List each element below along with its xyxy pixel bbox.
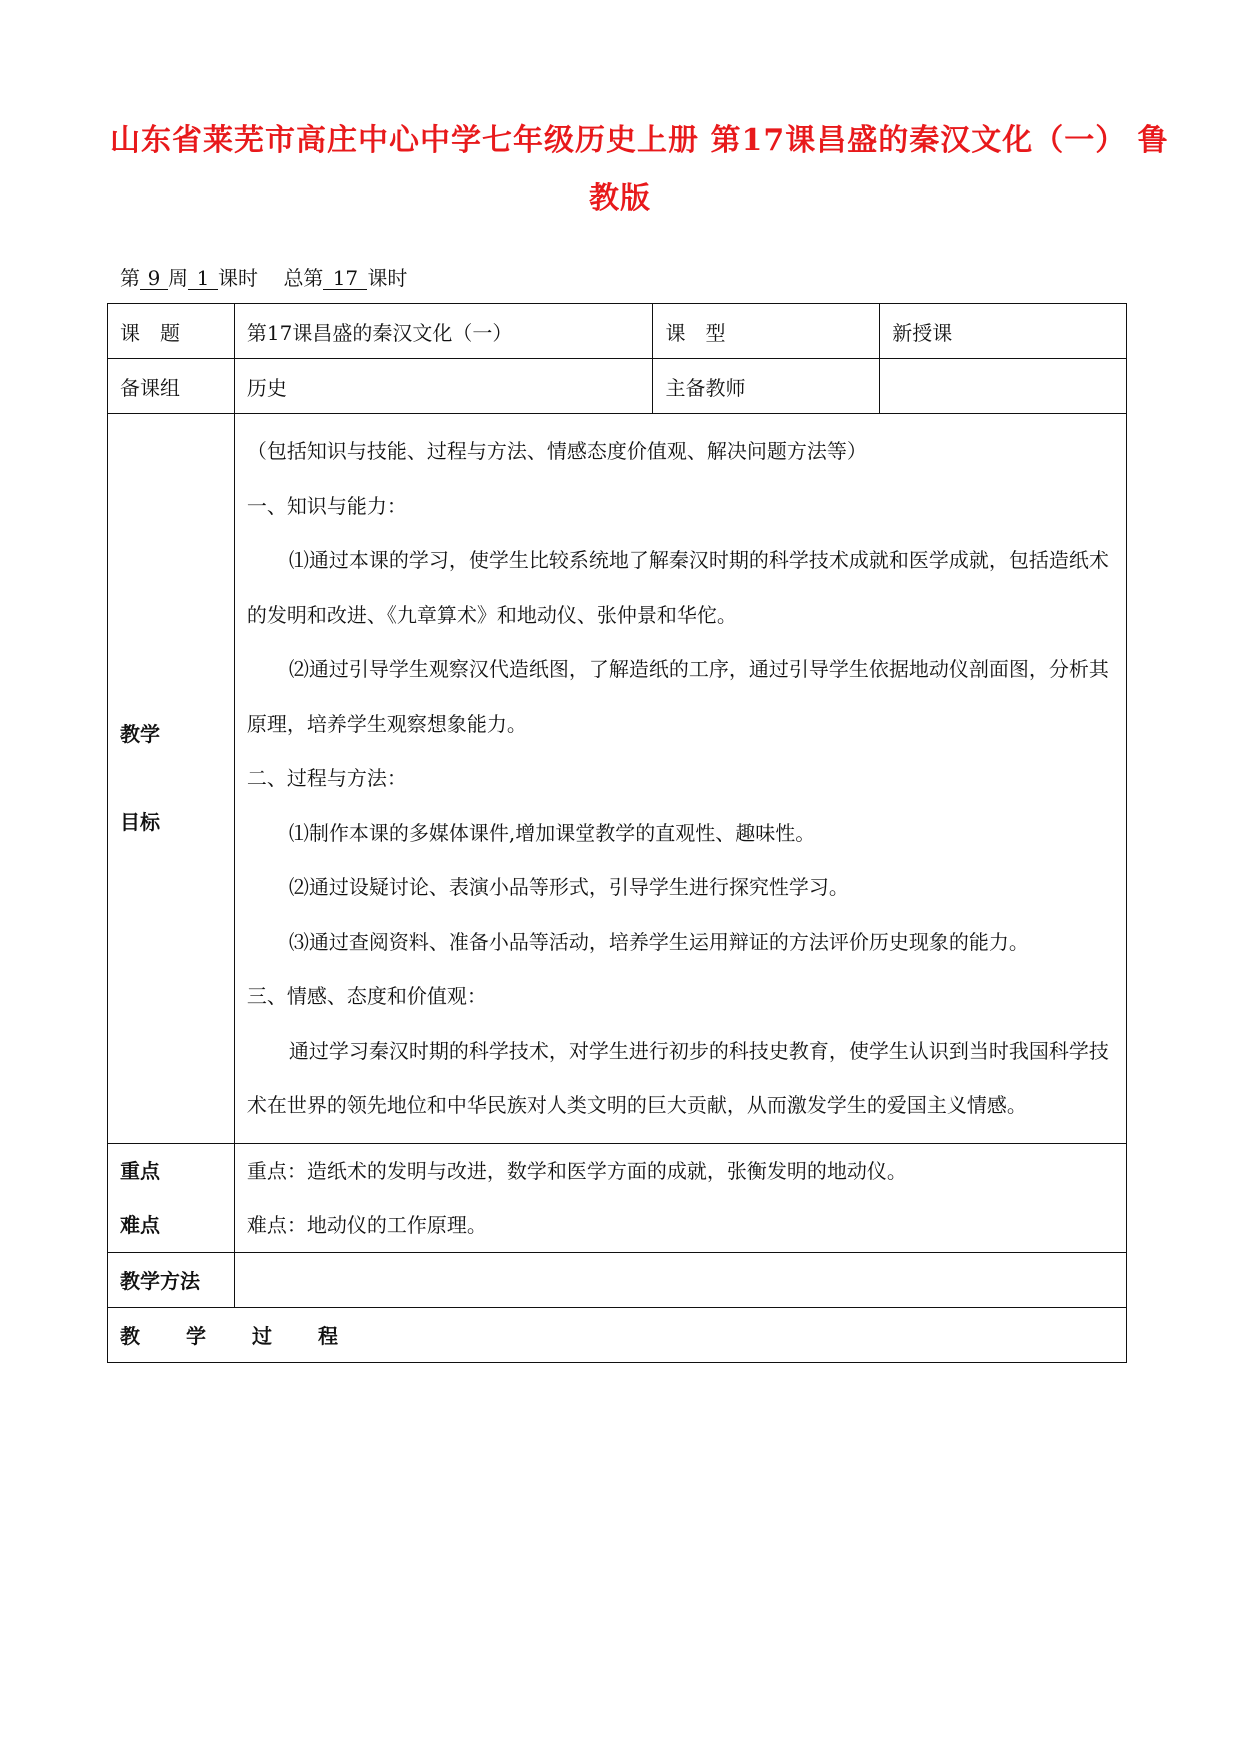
type-label: 课 型 [653, 304, 880, 359]
group-value: 历史 [234, 359, 653, 414]
teacher-label: 主备教师 [653, 359, 880, 414]
goals-item: ⑵通过设疑讨论、表演小品等形式，引导学生进行探究性学习。 [288, 875, 849, 899]
goals-item: ⑶通过查阅资料、准备小品等活动，培养学生运用辩证的方法评价历史现象的能力。 [288, 929, 1029, 954]
goals-item: ⑵通过引导学生观察汉代造纸图，了解造纸的工序，通过引导学生依据地动仪剖面图，分析其原理，培养学生观察想象能力。 [246, 657, 1109, 736]
goals-heading-values: 三、情感、态度和价值观： [246, 984, 487, 1008]
total-number: 17 [323, 267, 367, 290]
key-points-row [108, 1143, 1127, 1252]
schedule-line [120, 262, 407, 291]
goals-content [234, 414, 1126, 1144]
goals-label-cell [108, 414, 235, 1144]
key-points-content [234, 1143, 1126, 1252]
topic-value: 第17课昌盛的秦汉文化（一） [234, 304, 653, 359]
topic-label: 课 题 [108, 304, 235, 359]
key-points-label-cell [108, 1143, 235, 1252]
document-title [110, 112, 1169, 228]
difficulty-label: 难点 [120, 1212, 160, 1237]
key-points-text: 重点：造纸术的发明与改进，数学和医学方面的成就，张衡发明的地动仪。 [246, 1158, 907, 1183]
goals-item: ⑴通过本课的学习，使学生比较系统地了解秦汉时期的科学技术成就和医学成就，包括造纸术的发明和改进、《九章算术》和地动仪、张仲景和华佗。 [246, 548, 1109, 627]
title-line-1: 山东省莱芜市高庄中心中学七年级历史上册 第17课昌盛的秦汉文化（一） 鲁 [110, 123, 1169, 158]
key-label: 重点 [120, 1158, 160, 1183]
process-char: 教 [120, 1324, 140, 1348]
method-label: 教学方法 [108, 1252, 235, 1307]
total-prefix: 总第 [283, 266, 324, 290]
teacher-value [880, 359, 1127, 414]
week-number: 9 [140, 267, 168, 290]
goals-label-1: 教学 [120, 722, 160, 747]
title-line-2: 教版 [589, 181, 651, 216]
type-value: 新授课 [880, 304, 1127, 359]
goals-note: （包括知识与技能、过程与方法、情感态度价值观、解决问题方法等） [246, 439, 867, 463]
process-row [108, 1307, 1127, 1362]
method-value [234, 1252, 1126, 1307]
goals-heading-process: 二、过程与方法： [246, 766, 407, 790]
goals-item: ⑴制作本课的多媒体课件,增加课堂教学的直观性、趣味性。 [288, 820, 816, 845]
process-char: 程 [318, 1324, 338, 1348]
process-heading [108, 1307, 1127, 1362]
goals-heading-knowledge: 一、知识与能力： [246, 493, 407, 518]
lesson-plan-table [107, 303, 1127, 1363]
group-row [108, 359, 1127, 414]
group-label: 备课组 [108, 359, 235, 414]
process-char: 学 [186, 1324, 206, 1348]
total-suffix: 课时 [367, 266, 408, 290]
week-suffix: 周 [168, 266, 188, 290]
period-number: 1 [188, 267, 218, 290]
goals-row [108, 414, 1127, 1144]
difficulty-text: 难点：地动仪的工作原理。 [246, 1212, 487, 1237]
goals-item: 通过学习秦汉时期的科学技术，对学生进行初步的科技史教育，使学生认识到当时我国科学技术在世界的领先地位和中华民族对人类文明的巨大贡献，从而激发学生的爱国主义情感。 [246, 1038, 1109, 1117]
period-suffix: 课时 [218, 266, 258, 290]
week-prefix: 第 [120, 266, 140, 290]
goals-label-2: 目标 [120, 810, 160, 835]
method-row [108, 1252, 1127, 1307]
process-char: 过 [252, 1324, 272, 1348]
topic-row [108, 304, 1127, 359]
